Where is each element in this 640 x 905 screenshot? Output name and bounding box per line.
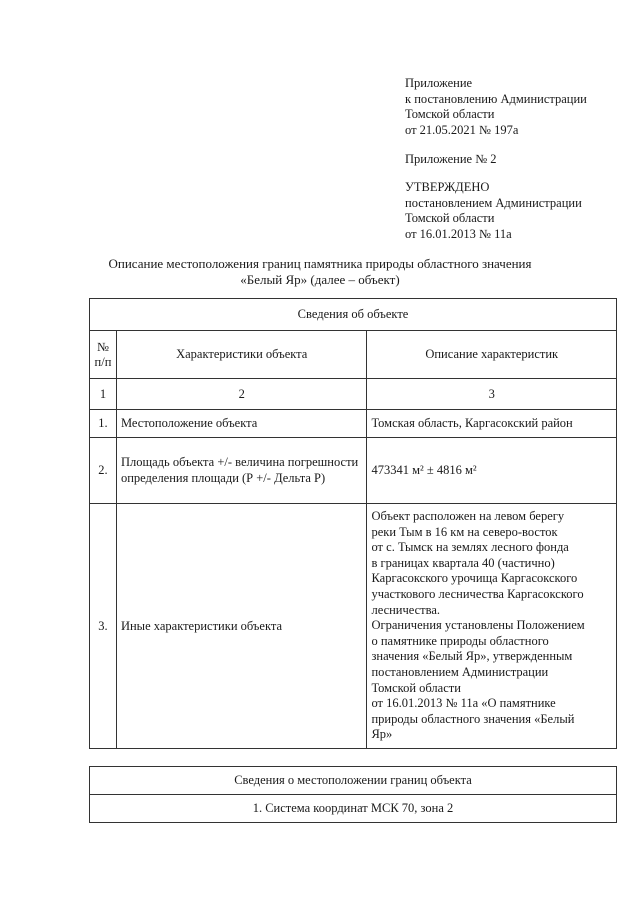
object-info-table xyxy=(89,298,617,749)
row-characteristic: Местоположение объекта xyxy=(116,410,367,438)
boundary-info-table xyxy=(89,766,617,823)
column-number-2: 2 xyxy=(116,379,367,410)
column-number-3: 3 xyxy=(367,379,617,410)
description-line: Ограничения установлены Положением xyxy=(371,618,585,633)
row-number: 3. xyxy=(90,504,117,749)
region-label: Томской области xyxy=(405,107,495,122)
description-line: природы областного значения «Белый xyxy=(371,711,575,726)
column-header-number-text: № п/п xyxy=(94,339,112,369)
appendix-number: Приложение № 2 xyxy=(405,152,497,167)
document-title xyxy=(0,256,640,288)
spacer xyxy=(405,138,587,152)
row-description: Томская область, Каргасокский район xyxy=(367,410,617,438)
row-characteristic: Площадь объекта +/- величина погрешности определения площади (Р +/- Дельта Р) xyxy=(116,438,367,504)
appendix-label: Приложение xyxy=(405,76,473,90)
description-line: от 16.01.2013 № 11а «О памятнике xyxy=(371,696,556,711)
row-number: 1. xyxy=(90,410,117,438)
spacer xyxy=(405,168,587,180)
resolution-reference: к постановлению Администрации xyxy=(405,91,587,106)
column-header-description: Описание характеристик xyxy=(367,331,617,379)
description-line: от с. Тымск на землях лесного фонда xyxy=(371,540,569,555)
description-line: в границах квартала 40 (частично) xyxy=(371,555,555,570)
approved-date-number: от 16.01.2013 № 11а xyxy=(405,226,512,241)
table-row xyxy=(90,438,617,504)
column-number-1: 1 xyxy=(90,379,117,410)
description-line: о памятнике природы областного xyxy=(371,633,549,648)
column-header-number xyxy=(90,331,117,379)
approved-by: постановлением Администрации xyxy=(405,195,582,210)
table-row xyxy=(90,504,617,749)
description-line: лесничества. xyxy=(371,602,441,617)
title-line-2: «Белый Яр» (далее – объект) xyxy=(240,272,400,287)
description-line: постановлением Администрации xyxy=(371,664,549,679)
description-line: Каргасокского урочища Каргасокского xyxy=(371,571,578,586)
coordinate-system: 1. Система координат МСК 70, зона 2 xyxy=(90,795,617,823)
description-line: Объект расположен на левом берегу xyxy=(371,509,565,524)
table-caption: Сведения о местоположении границ объекта xyxy=(90,767,617,795)
table-caption: Сведения об объекте xyxy=(90,299,617,331)
description-line: Яр» xyxy=(371,727,393,742)
title-line-1: Описание местоположения границ памятника природы областного значения xyxy=(108,256,532,271)
description-line: Томской области xyxy=(371,680,461,695)
row-number: 2. xyxy=(90,438,117,504)
description-line: участкового лесничества Каргасокского xyxy=(371,587,584,602)
row-characteristic: Иные характеристики объекта xyxy=(116,504,367,749)
approved-region: Томской области xyxy=(405,211,495,226)
document-header xyxy=(405,76,587,242)
description-line: значения «Белый Яр», утвержденным xyxy=(371,649,573,664)
row-description xyxy=(367,504,617,749)
approved-label: УТВЕРЖДЕНО xyxy=(405,179,490,194)
row-description: 473341 м² ± 4816 м² xyxy=(367,438,617,504)
column-header-characteristic: Характеристики объекта xyxy=(116,331,367,379)
resolution-date-number: от 21.05.2021 № 197а xyxy=(405,122,519,137)
table-row xyxy=(90,410,617,438)
description-line: реки Тым в 16 км на северо-восток xyxy=(371,524,558,539)
